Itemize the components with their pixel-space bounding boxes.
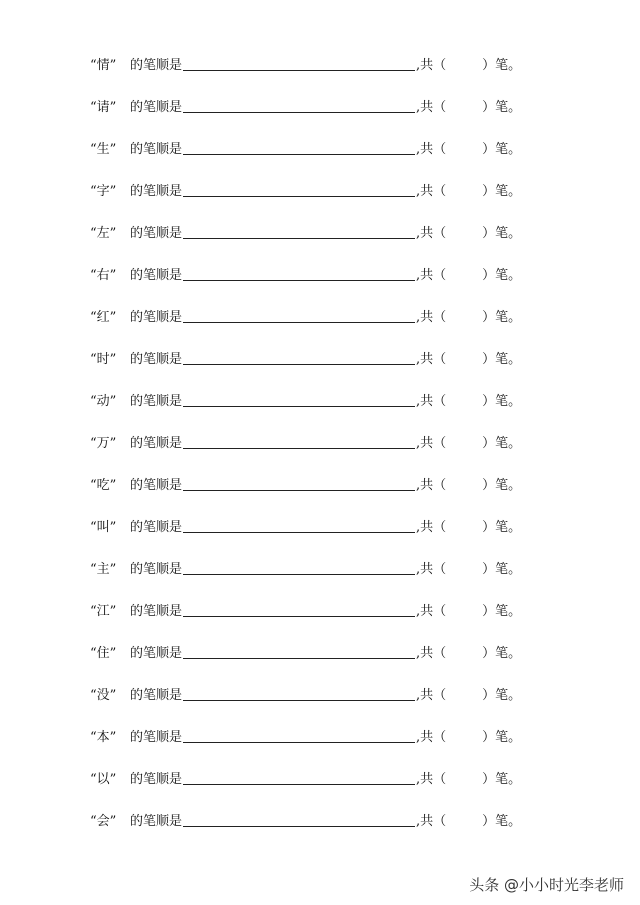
stroke-order-row [90,726,521,746]
stroke-count-prefix: ,共（ [416,352,447,367]
stroke-count-suffix: ）笔。 [482,520,522,535]
target-character: “左” [90,226,117,241]
target-character: “本” [90,730,117,745]
stroke-count-prefix: ,共（ [416,646,447,661]
stroke-count-prefix: ,共（ [416,772,447,787]
stroke-order-row [90,600,521,620]
stroke-count-suffix: ）笔。 [482,436,522,451]
stroke-order-blank-line[interactable] [183,489,415,491]
stroke-count-suffix: ）笔。 [482,226,522,241]
stroke-order-row [90,96,521,116]
target-character: “叫” [90,520,117,535]
stroke-order-blank-line[interactable] [183,153,415,155]
stroke-count-suffix: ）笔。 [482,688,522,703]
stroke-order-row [90,558,521,578]
stroke-order-blank-line[interactable] [183,825,415,827]
stroke-order-label: 的笔顺是 [130,436,183,451]
stroke-count-prefix: ,共（ [416,58,447,73]
stroke-order-blank-line[interactable] [183,237,415,239]
stroke-count-prefix: ,共（ [416,520,447,535]
watermark: 头条 @小小时光李老师 [469,876,624,894]
stroke-count-suffix: ）笔。 [482,142,522,157]
stroke-order-row [90,768,521,788]
stroke-order-label: 的笔顺是 [130,520,183,535]
stroke-order-blank-line[interactable] [183,615,415,617]
stroke-order-label: 的笔顺是 [130,730,183,745]
stroke-order-blank-line[interactable] [183,447,415,449]
stroke-order-blank-line[interactable] [183,363,415,365]
stroke-count-prefix: ,共（ [416,226,447,241]
stroke-order-label: 的笔顺是 [130,814,183,829]
stroke-order-row [90,54,521,74]
target-character: “会” [90,814,117,829]
stroke-count-suffix: ）笔。 [482,730,522,745]
stroke-order-blank-line[interactable] [183,405,415,407]
stroke-order-blank-line[interactable] [183,741,415,743]
stroke-order-blank-line[interactable] [183,111,415,113]
target-character: “吃” [90,478,117,493]
stroke-order-blank-line[interactable] [183,69,415,71]
stroke-order-row [90,516,521,536]
target-character: “主” [90,562,117,577]
stroke-count-suffix: ）笔。 [482,814,522,829]
stroke-order-label: 的笔顺是 [130,772,183,787]
stroke-order-label: 的笔顺是 [130,58,183,73]
stroke-order-label: 的笔顺是 [130,352,183,367]
stroke-order-label: 的笔顺是 [130,142,183,157]
stroke-count-suffix: ）笔。 [482,184,522,199]
stroke-count-prefix: ,共（ [416,436,447,451]
target-character: “请” [90,100,117,115]
stroke-count-prefix: ,共（ [416,688,447,703]
stroke-count-suffix: ）笔。 [482,394,522,409]
stroke-order-row [90,222,521,242]
stroke-count-suffix: ）笔。 [482,100,522,115]
stroke-count-suffix: ）笔。 [482,58,522,73]
target-character: “没” [90,688,117,703]
stroke-order-row [90,642,521,662]
target-character: “江” [90,604,117,619]
target-character: “动” [90,394,117,409]
stroke-order-blank-line[interactable] [183,573,415,575]
stroke-order-blank-line[interactable] [183,321,415,323]
stroke-order-label: 的笔顺是 [130,478,183,493]
stroke-count-prefix: ,共（ [416,814,447,829]
target-character: “情” [90,58,117,73]
stroke-order-row [90,264,521,284]
stroke-order-label: 的笔顺是 [130,688,183,703]
stroke-count-suffix: ）笔。 [482,310,522,325]
target-character: “右” [90,268,117,283]
stroke-order-label: 的笔顺是 [130,184,183,199]
stroke-order-blank-line[interactable] [183,699,415,701]
stroke-count-prefix: ,共（ [416,100,447,115]
stroke-count-suffix: ）笔。 [482,646,522,661]
target-character: “时” [90,352,117,367]
stroke-order-blank-line[interactable] [183,195,415,197]
stroke-order-blank-line[interactable] [183,657,415,659]
stroke-order-label: 的笔顺是 [130,310,183,325]
stroke-count-prefix: ,共（ [416,730,447,745]
stroke-order-row [90,810,521,830]
stroke-count-suffix: ）笔。 [482,604,522,619]
stroke-count-suffix: ）笔。 [482,772,522,787]
target-character: “万” [90,436,117,451]
stroke-order-blank-line[interactable] [183,783,415,785]
stroke-order-blank-line[interactable] [183,531,415,533]
stroke-count-suffix: ）笔。 [482,562,522,577]
stroke-count-prefix: ,共（ [416,562,447,577]
stroke-order-label: 的笔顺是 [130,394,183,409]
target-character: “红” [90,310,117,325]
stroke-order-row [90,348,521,368]
stroke-count-prefix: ,共（ [416,604,447,619]
target-character: “生” [90,142,117,157]
stroke-order-row [90,432,521,452]
stroke-order-row [90,474,521,494]
stroke-count-prefix: ,共（ [416,184,447,199]
stroke-order-row [90,180,521,200]
stroke-order-label: 的笔顺是 [130,100,183,115]
stroke-order-blank-line[interactable] [183,279,415,281]
target-character: “住” [90,646,117,661]
stroke-count-prefix: ,共（ [416,478,447,493]
stroke-order-row [90,390,521,410]
stroke-count-prefix: ,共（ [416,268,447,283]
stroke-count-prefix: ,共（ [416,310,447,325]
stroke-order-label: 的笔顺是 [130,226,183,241]
stroke-count-prefix: ,共（ [416,142,447,157]
stroke-count-suffix: ）笔。 [482,268,522,283]
target-character: “字” [90,184,117,199]
stroke-count-suffix: ）笔。 [482,478,522,493]
stroke-order-row [90,306,521,326]
target-character: “以” [90,772,117,787]
stroke-order-label: 的笔顺是 [130,268,183,283]
stroke-order-row [90,684,521,704]
stroke-count-suffix: ）笔。 [482,352,522,367]
stroke-count-prefix: ,共（ [416,394,447,409]
stroke-order-label: 的笔顺是 [130,646,183,661]
stroke-order-label: 的笔顺是 [130,562,183,577]
stroke-order-row [90,138,521,158]
stroke-order-label: 的笔顺是 [130,604,183,619]
